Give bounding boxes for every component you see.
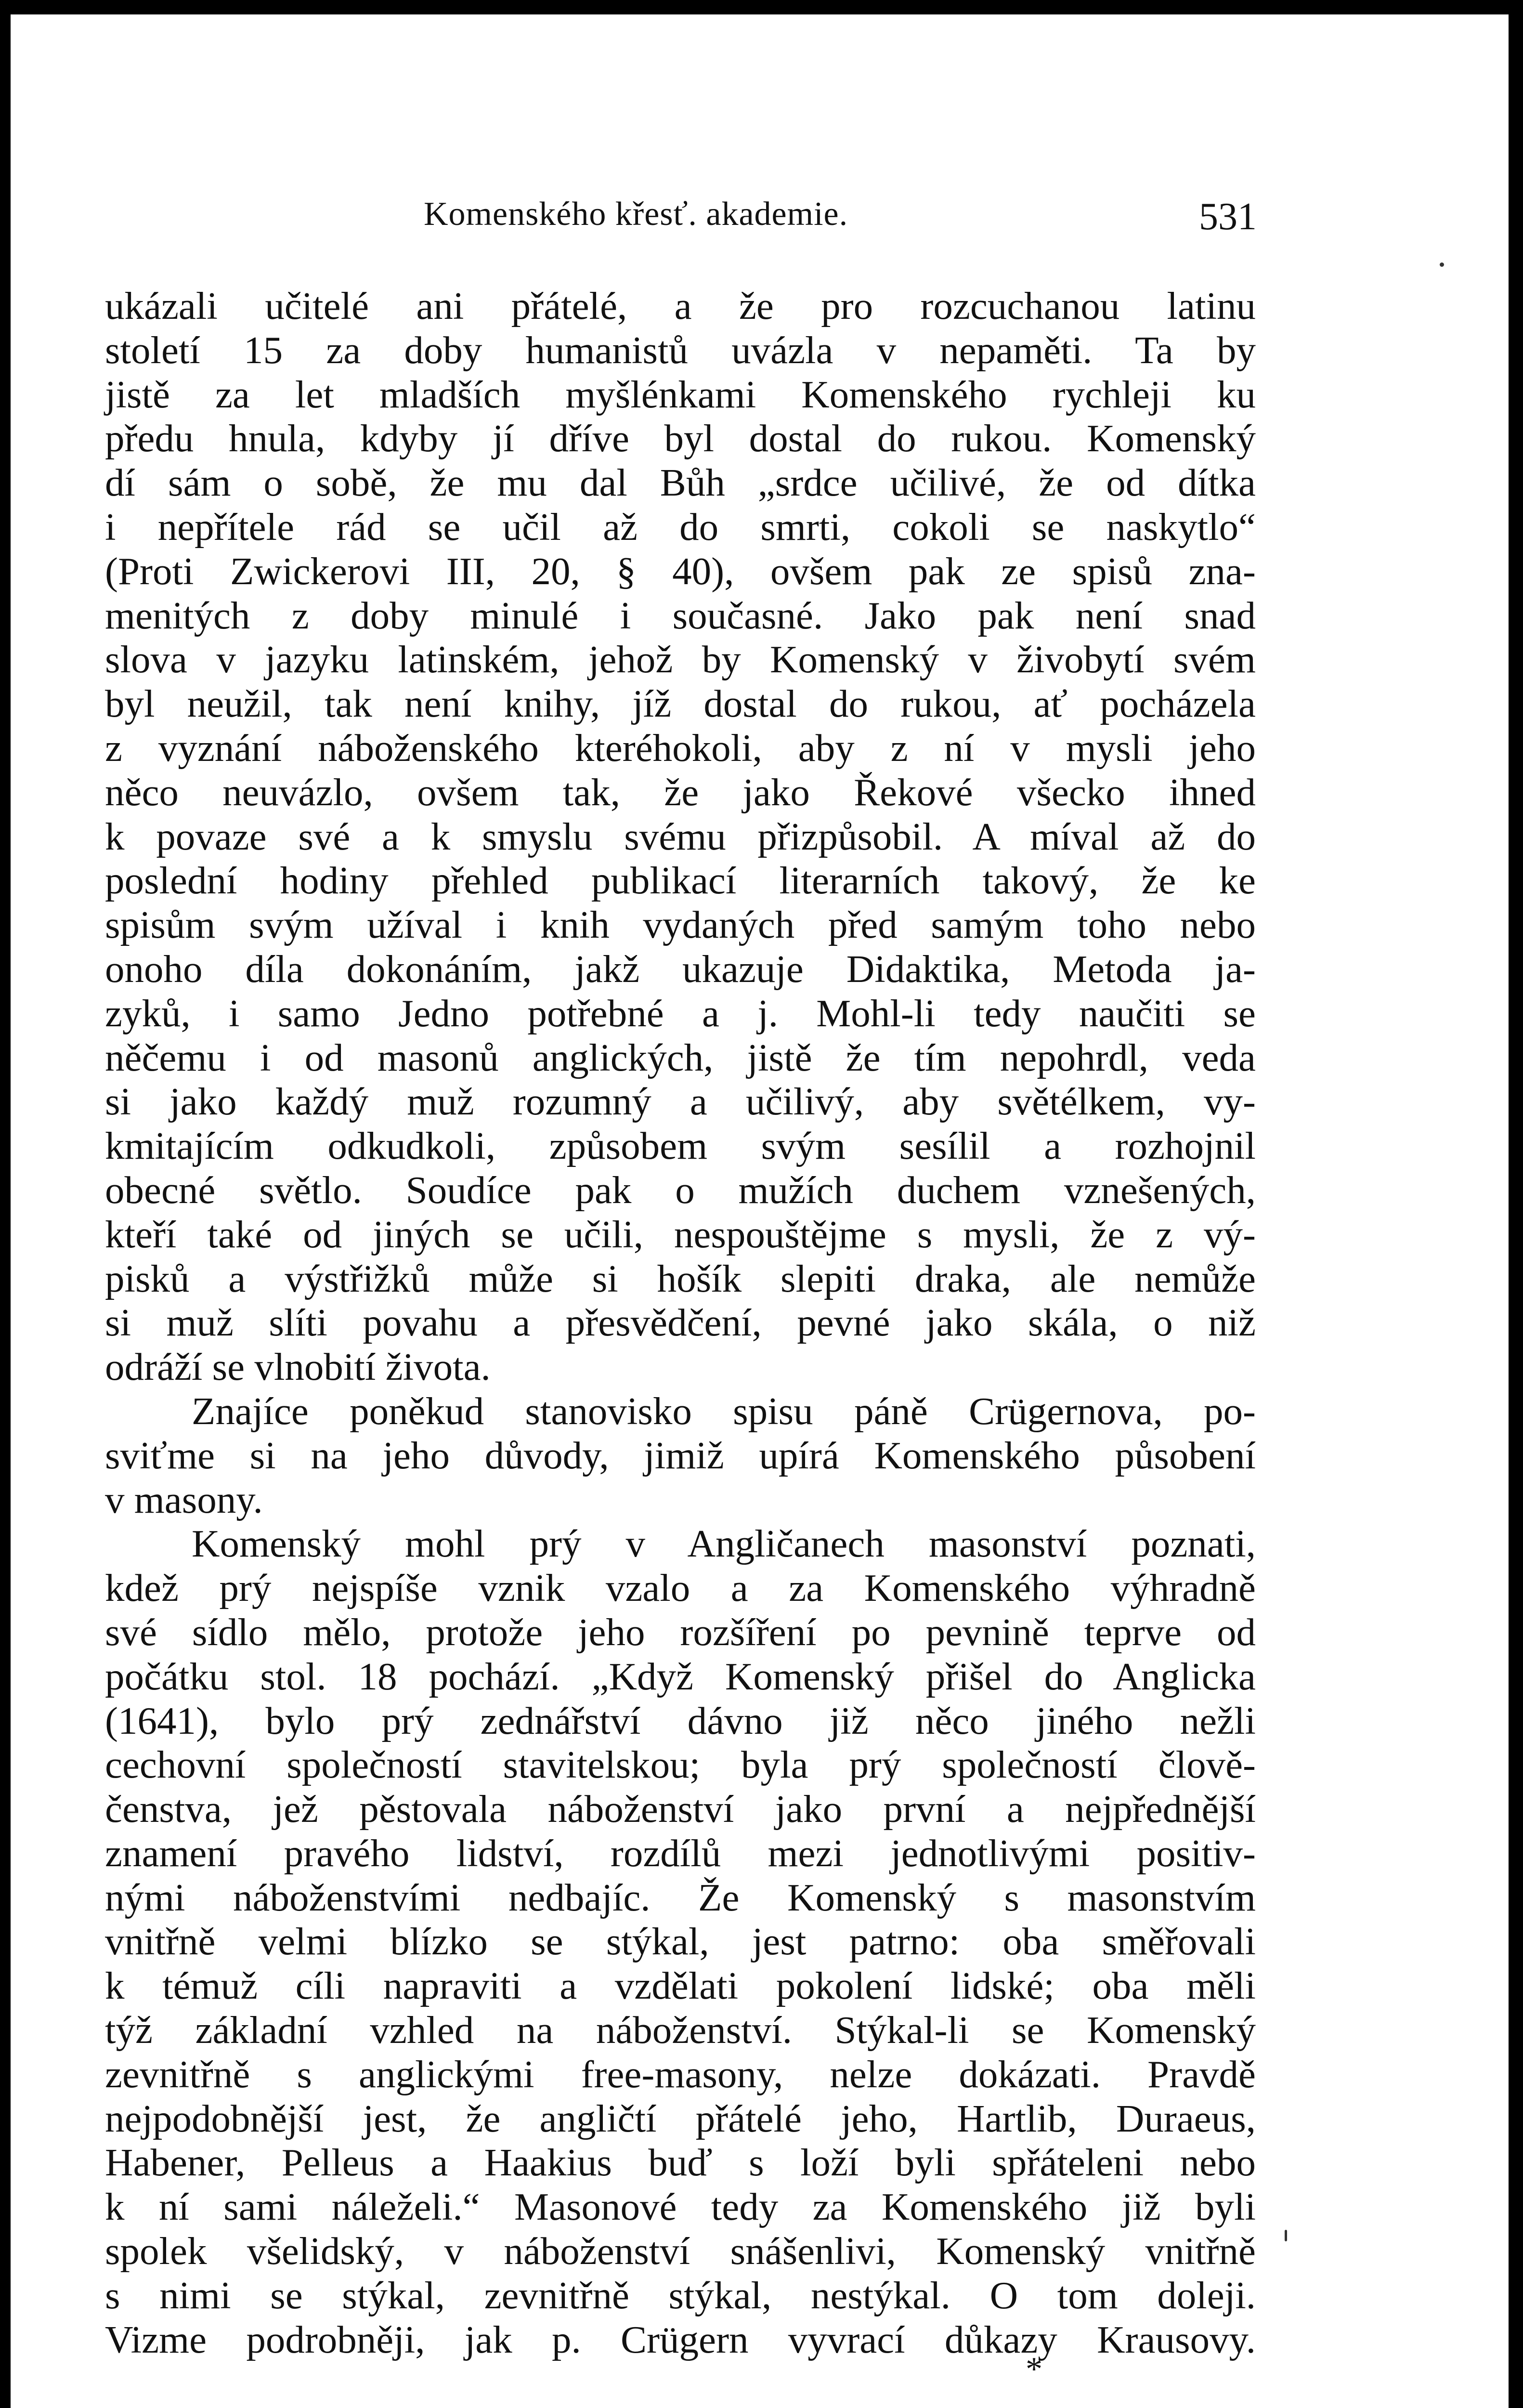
page-header xyxy=(106,195,1257,248)
text-line: znamení pravého lidství, rozdílů mezi jednotlivými positiv- xyxy=(105,1831,1256,1875)
text-line: si jako každý muž rozumný a učilivý, aby světélkem, vy- xyxy=(105,1080,1256,1124)
running-head: Komenského křesť. akademie. xyxy=(424,196,848,233)
text-line: slova v jazyku latinském, jehož by Komenský v živobytí svém xyxy=(105,638,1256,681)
text-line: nejpodobnější jest, že angličtí přátelé jeho, Hartlib, Duraeus, xyxy=(105,2096,1256,2140)
paragraph-start-line: Znajíce poněkud stanovisko spisu páně Crügernova, po- xyxy=(192,1389,1256,1433)
text-line: Habener, Pelleus a Haakius buď s loží byli spřáteleni nebo xyxy=(105,2141,1256,2185)
text-line: byl neužil, tak není knihy, jíž dostal do rukou, ať pocházela xyxy=(105,682,1256,726)
text-line: cechovní společností stavitelskou; byla prý společností člově- xyxy=(105,1743,1256,1787)
text-line: Vizme podrobněji, jak p. Crügern vyvrací důkazy Krausovy. xyxy=(105,2317,1256,2361)
text-line: zyků, i samo Jedno potřebné a j. Mohl-li tedy naučiti se xyxy=(105,991,1256,1035)
text-line: i nepřítele rád se učil až do smrti, cokoli se naskytlo“ xyxy=(105,505,1256,549)
paragraph-start-line: Komenský mohl prý v Angličanech masonství poznati, xyxy=(192,1522,1256,1566)
text-line: nými náboženstvími nedbajíc. Že Komenský s masonstvím xyxy=(105,1875,1256,1919)
paragraph-end-line: odráží se vlnobití života. xyxy=(105,1345,491,1389)
text-line: kdež prý nejspíše vznik vzalo a za Komenského výhradně xyxy=(105,1566,1256,1610)
text-line: něco neuvázlo, ovšem tak, že jako Řekové všecko ihned xyxy=(105,770,1256,814)
text-line: kmitajícím odkudkoli, způsobem svým sesílil a rozhojnil xyxy=(105,1124,1256,1168)
paragraph-end-line: v masony. xyxy=(105,1478,263,1521)
text-line: něčemu i od masonů anglických, jistě že tím nepohrdl, veda xyxy=(105,1035,1256,1079)
text-line: týž základní vzhled na náboženství. Stýkal-li se Komenský xyxy=(105,2008,1256,2052)
text-line: k témuž cíli napraviti a vzdělati pokolení lidské; oba měli xyxy=(105,1964,1256,2008)
text-line: z vyznání náboženského kteréhokoli, aby z ní v mysli jeho xyxy=(105,726,1256,770)
text-line: k ní sami náleželi.“ Masonové tedy za Komenského již byli xyxy=(105,2185,1256,2229)
text-line: pisků a výstřižků může si hošík slepiti draka, ale nemůže xyxy=(105,1256,1256,1300)
page-number: 531 xyxy=(1199,196,1257,238)
text-line: předu hnula, kdyby jí dříve byl dostal do rukou. Komenský xyxy=(105,417,1256,460)
text-line: s nimi se stýkal, zevnitřně stýkal, nestýkal. O tom doleji. xyxy=(105,2273,1256,2317)
text-line: onoho díla dokonáním, jakž ukazuje Didaktika, Metoda ja- xyxy=(105,947,1256,991)
text-line: ukázali učitelé ani přátelé, a že pro rozcuchanou latinu xyxy=(105,284,1256,327)
text-line: k povaze své a k smyslu svému přizpůsobil. A míval až do xyxy=(105,814,1256,858)
text-line: své sídlo mělo, protože jeho rozšíření po pevnině teprve od xyxy=(105,1610,1256,1654)
text-line: poslední hodiny přehled publikací literarních takový, že ke xyxy=(105,859,1256,903)
text-line: obecné světlo. Soudíce pak o mužích duchem vznešených, xyxy=(105,1168,1256,1212)
text-line: si muž slíti povahu a přesvědčení, pevné jako skála, o niž xyxy=(105,1301,1256,1345)
text-line: zevnitřně s anglickými free-masony, nelze dokázati. Pravdě xyxy=(105,2052,1256,2096)
text-line: století 15 za doby humanistů uvázla v nepaměti. Ta by xyxy=(105,328,1256,372)
text-line: (Proti Zwickerovi III, 20, § 40), ovšem pak ze spisů zna- xyxy=(105,549,1256,593)
text-line: vnitřně velmi blízko se stýkal, jest patrno: oba směřovali xyxy=(105,1920,1256,1963)
text-line: sviťme si na jeho důvody, jimiž upírá Komenského působení xyxy=(105,1433,1256,1477)
body-text xyxy=(105,284,1256,2362)
text-line: počátku stol. 18 pochází. „Když Komenský přišel do Anglicka xyxy=(105,1654,1256,1698)
scan-speck xyxy=(1285,2230,1287,2241)
scan-speck xyxy=(1440,262,1444,267)
text-line: jistě za let mladších myšlénkami Komenského rychleji ku xyxy=(105,372,1256,416)
text-line: menitých z doby minulé i současné. Jako pak není snad xyxy=(105,593,1256,637)
text-line: kteří také od jiných se učili, nespouštějme s mysli, že z vý- xyxy=(105,1212,1256,1256)
section-separator: * xyxy=(1026,2351,1042,2388)
text-line: čenstva, jež pěstovala náboženství jako první a nejpřednější xyxy=(105,1787,1256,1831)
text-line: (1641), bylo prý zednářství dávno již něco jiného nežli xyxy=(105,1699,1256,1742)
text-line: dí sám o sobě, že mu dal Bůh „srdce učilivé, že od dítka xyxy=(105,461,1256,505)
text-line: spisům svým užíval i knih vydaných před samým toho nebo xyxy=(105,903,1256,947)
text-line: spolek všelidský, v náboženství snášenlivi, Komenský vnitřně xyxy=(105,2229,1256,2273)
